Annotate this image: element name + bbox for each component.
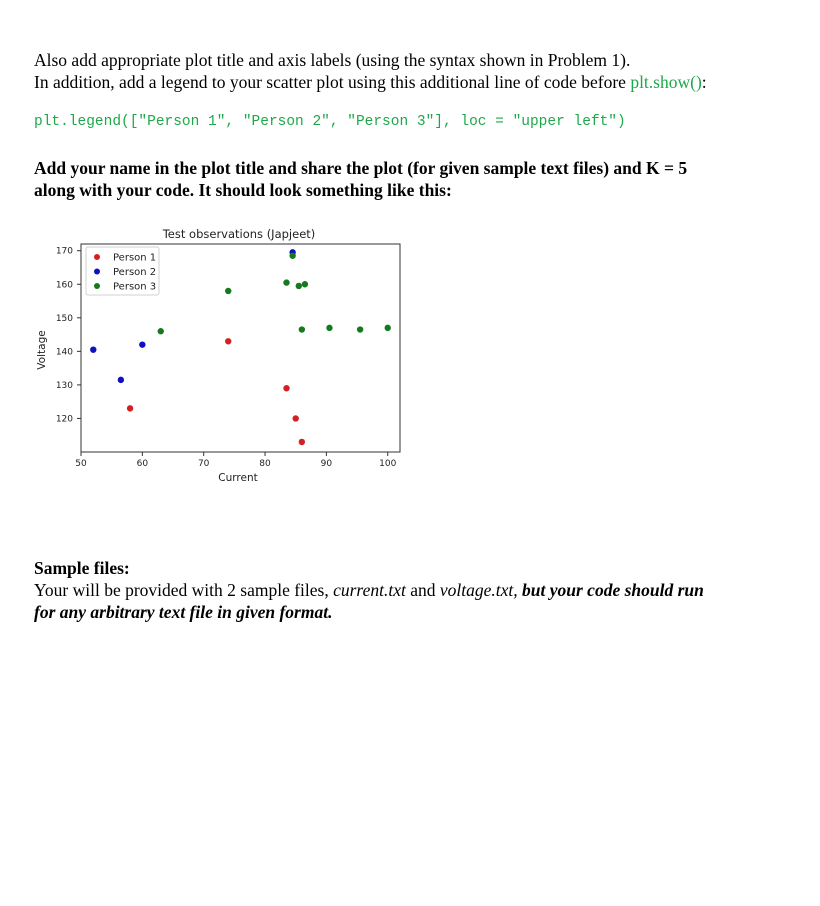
x-tick-label: 50 [75,459,87,469]
plt-show-code: plt.show() [630,72,702,92]
scatter-plot [30,222,430,492]
point-person-3 [299,326,305,332]
instruction-line-1: Add your name in the plot title and share the plot (for given sample text files) and K = 5 [34,158,688,178]
x-tick-label: 60 [136,459,149,469]
y-tick-label: 130 [55,380,73,391]
legend-label-person-3: Person 3 [113,281,157,293]
point-person-1 [299,439,305,445]
y-tick-label: 170 [55,246,73,257]
point-person-3 [326,325,332,331]
x-axis-label: Current [218,472,258,484]
sample-heading: Sample files: [34,558,130,578]
intro-line-2-end: : [701,72,707,92]
point-person-2 [118,377,124,383]
legend-label-person-1: Person 1 [113,252,157,264]
point-person-1 [293,415,299,421]
legend-marker-person-3 [94,283,100,289]
instruction-text [34,157,687,201]
point-person-3 [296,283,302,289]
x-tick-label: 80 [259,459,271,469]
point-person-3 [225,288,231,294]
intro-text [34,49,707,93]
sample-line-1-emph: but your code should run [517,580,704,600]
chart-legend [86,247,159,295]
file-current: current.txt [333,580,406,600]
sample-files-section [34,557,704,623]
y-tick-label: 150 [55,313,73,324]
point-person-1 [127,405,133,411]
y-tick-label: 140 [55,347,73,358]
x-tick-label: 100 [379,459,397,469]
point-person-3 [158,328,164,334]
sample-line-2: for any arbitrary text file in given format. [34,602,333,622]
legend-code-line: plt.legend(["Person 1", "Person 2", "Person 3"], loc = "upper left") [34,114,626,130]
sample-line-1 [34,579,704,601]
legend-marker-person-1 [94,254,100,260]
file-voltage: voltage.txt, [439,580,518,600]
point-person-3 [357,326,363,332]
y-tick-label: 120 [55,414,73,425]
point-person-3 [283,279,289,285]
point-person-3 [289,253,295,259]
y-axis-label: Voltage [36,330,48,370]
point-person-2 [90,346,96,352]
chart-title: Test observations (Japjeet) [162,227,316,241]
instruction-line-2: along with your code. It should look something like this: [34,180,452,200]
sample-line-1-and: and [405,580,440,600]
y-tick-label: 160 [55,280,73,291]
intro-line-2 [34,71,707,93]
x-tick-label: 90 [320,459,333,469]
point-person-2 [139,341,145,347]
point-person-1 [283,385,289,391]
x-tick-label: 70 [197,459,210,469]
legend-marker-person-2 [94,269,100,275]
point-person-3 [385,325,391,331]
point-person-1 [225,338,231,344]
intro-line-1: Also add appropriate plot title and axis labels (using the syntax shown in Problem 1). [34,50,631,70]
intro-line-2-text: In addition, add a legend to your scatter plot using this additional line of code before [34,72,631,92]
legend-label-person-2: Person 2 [113,267,157,278]
point-person-3 [302,281,308,287]
sample-line-1-text: Your will be provided with 2 sample files, [34,580,334,600]
